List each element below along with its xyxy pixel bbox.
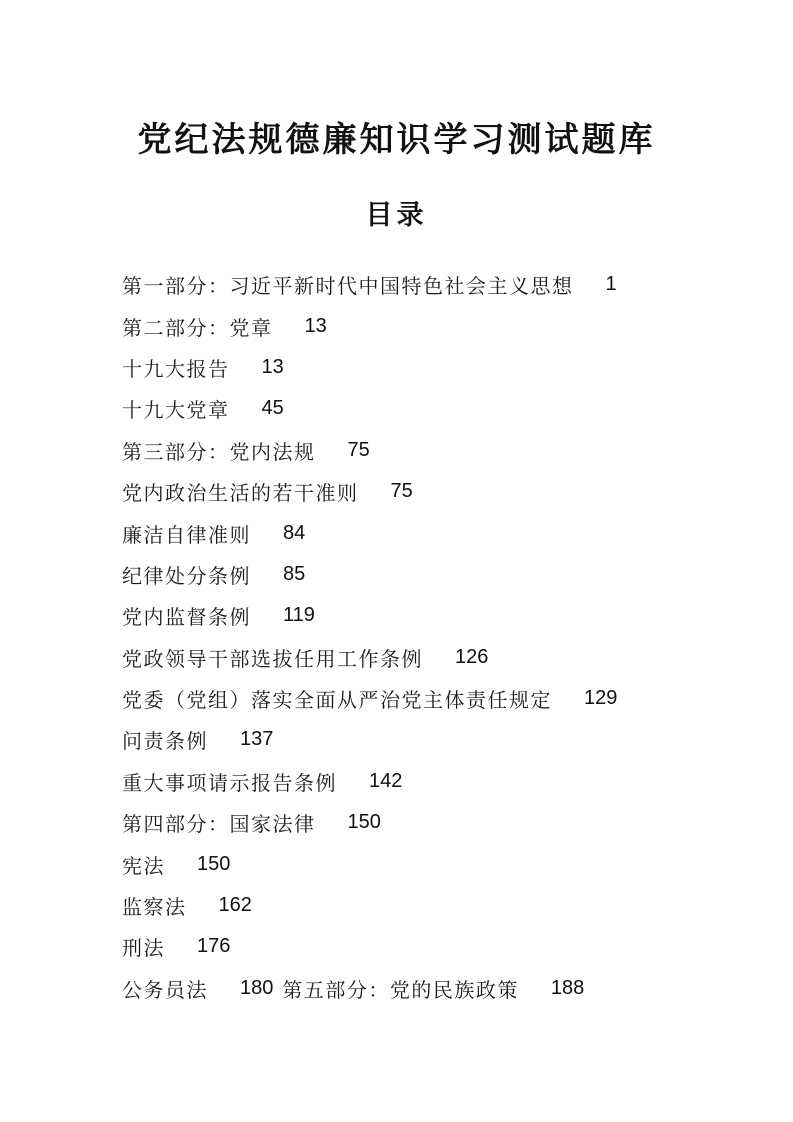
toc-row	[0, 926, 793, 967]
toc-row	[0, 802, 793, 843]
toc-entry-page: 180	[240, 976, 274, 999]
toc-entry-label: 监察法	[122, 897, 187, 920]
toc-row	[0, 305, 793, 346]
toc-entry-label: 党委（党组）落实全面从严治党主体责任规定	[122, 690, 552, 713]
toc-entry-label: 刑法	[122, 938, 165, 961]
toc-entry-label: 宪法	[122, 855, 165, 878]
toc-row	[0, 719, 793, 760]
toc-entry-label: 公务员法	[122, 979, 208, 1002]
toc-entry-page: 75	[347, 438, 370, 461]
toc-entry-label: 党内政治生活的若干准则	[122, 483, 359, 506]
toc-entry-label: 纪律处分条例	[122, 565, 251, 588]
toc-row	[0, 264, 793, 305]
toc-row	[0, 761, 793, 802]
toc-entry-label: 第一部分：习近平新时代中国特色社会主义思想	[122, 276, 574, 299]
toc-entry-label: 廉洁自律准则	[122, 524, 251, 547]
toc-row	[0, 968, 793, 1009]
toc-entry-page: 150	[197, 852, 231, 875]
toc-entry-label: 党内监督条例	[122, 607, 251, 630]
toc-row	[0, 471, 793, 512]
toc-row	[0, 885, 793, 926]
toc-entry-page: 142	[369, 769, 403, 792]
toc-entry-label: 第二部分：党章	[122, 317, 273, 340]
toc-entry-page: 85	[283, 562, 306, 585]
toc-entry-page: 75	[390, 480, 413, 503]
toc-entry-page: 150	[347, 811, 381, 834]
toc-entry-page: 126	[455, 645, 489, 668]
toc-entry-page: 162	[218, 894, 252, 917]
toc-entry-page: 45	[261, 397, 284, 420]
toc-entry-page: 176	[197, 935, 231, 958]
toc-row	[0, 595, 793, 636]
toc-entry-label: 第五部分：党的民族政策	[282, 979, 519, 1002]
toc-entry-page: 119	[283, 604, 315, 627]
toc-entry-page: 129	[584, 687, 618, 710]
toc-entry-page: 188	[550, 976, 585, 999]
toc-entry-label: 重大事项请示报告条例	[122, 772, 337, 795]
toc-row	[0, 554, 793, 595]
toc-row	[0, 637, 793, 678]
toc-entry-page: 13	[304, 314, 327, 337]
toc-entry-label: 问责条例	[122, 731, 208, 754]
toc-row	[0, 512, 793, 553]
toc-entry-label: 第四部分：国家法律	[122, 814, 316, 837]
toc-entry-label: 第三部分：党内法规	[122, 441, 316, 464]
toc-row	[0, 430, 793, 471]
toc-heading: 目录	[365, 200, 428, 230]
toc-row	[0, 843, 793, 884]
document-title: 党纪法规德廉知识学习测试题库	[137, 122, 656, 159]
toc-entry-page: 1	[605, 273, 617, 296]
toc-row	[0, 678, 793, 719]
toc-row	[0, 347, 793, 388]
toc-entry-page: 84	[283, 521, 306, 544]
toc-entry-page: 137	[240, 728, 274, 751]
toc-entry-label: 党政领导干部选拔任用工作条例	[122, 648, 423, 671]
toc-entry-page: 13	[261, 355, 284, 378]
toc-row	[0, 388, 793, 429]
toc-entry-label: 十九大党章	[122, 400, 230, 423]
toc-entry-label: 十九大报告	[122, 358, 230, 381]
toc-list	[0, 264, 793, 1009]
